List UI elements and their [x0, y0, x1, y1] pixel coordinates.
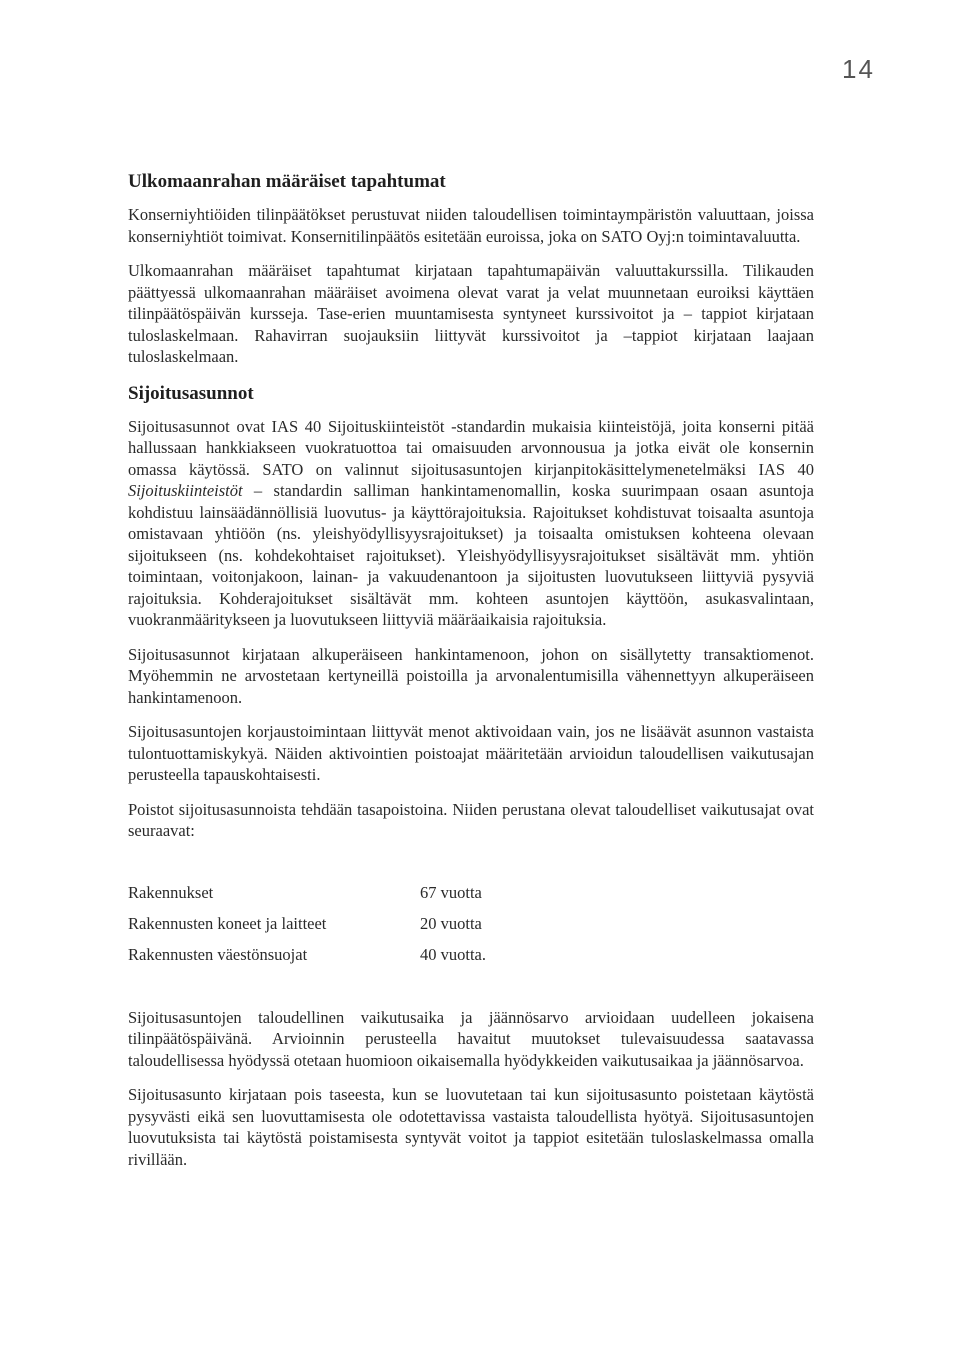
section-heading-foreign-currency: Ulkomaanrahan määräiset tapahtumat: [128, 171, 446, 192]
paragraph-text: – standardin salliman hankintamenomallin, koska suurimpaan osaan asuntoja kohdistuu lainsäädännöllisiä luovutus- ja käyttörajoituksia. Rajoitukset kohdistuvat toisaalta asuntoja omistavaan yhtiöön (ns. yleishyödyllisyysrajoitukset) ja toisaalta omistuksen kohteena olevaan sijoitukseen (ns. kohdekohtaiset rajoitukset). Yleishyödyllisyysrajoitukset sisältävät mm. yhtiön toimintaan, voitonjakoon, lainan- ja vakuudenantoon ja sijoitusten luovutukseen liittyviä pysyviä rajoituksia. Kohderajoitukset sisältävät mm. kohteen asuntojen käyttöön, asukasvalintaan, vuokranmääritykseen ja luovutukseen liittyviä määräaikaisia rajoituksia.: [128, 481, 814, 629]
section-heading-investment-properties: Sijoitusasunnot: [128, 382, 254, 404]
table-row: [128, 909, 620, 940]
page-number: 14: [842, 54, 875, 84]
table-row: [128, 940, 620, 971]
paragraph: Ulkomaanrahan määräiset tapahtumat kirjataan tapahtumapäivän valuuttakurssilla. Tilikauden päättyessä ulkomaanrahan määräiset avoimena olevat varat ja velat muunnetaan euroiksi käyttäen tilinpäätöspäivän kursseja. Tase-erien muuntamisesta syntyneet kurssivoitot ja – tappiot kirjataan tuloslaskelmaan. Rahavirran suojauksiin liittyvät kurssivoitot ja –tappiot kirjataan laajaan tuloslaskelmaan.: [128, 261, 814, 366]
paragraph: Sijoitusasunnot kirjataan alkuperäiseen hankintamenoon, johon on sisällytetty transaktiomenot. Myöhemmin ne arvostetaan kertyneillä poistoilla ja arvonalentumisilla vähennettyyn alkuperäiseen hankintamenoon.: [128, 644, 814, 707]
table-row: [128, 878, 620, 909]
paragraph: Konserniyhtiöiden tilinpäätökset perustuvat niiden taloudellisen toimintaympäristön valuuttaan, joissa konserniyhtiöt toimivat. Konsernitilinpäätös esitetään euroissa, joka on SATO Oyj:n toimintavaluutta.: [128, 205, 814, 246]
lifetime-item-value: 20 vuotta: [420, 914, 482, 933]
paragraph: Sijoitusasuntojen taloudellinen vaikutusaika ja jäännösarvo arvioidaan uudelleen jokaisena tilinpäätöspäivänä. Arvioinnin perusteella havaitut muutokset tulevaisuudessa saatavassa taloudellisessa hyödyssä otetaan huomioon oikaisemalla hyödykkeiden vaikutusaikaa ja jäännösarvoa.: [128, 1007, 814, 1070]
paragraph: Poistot sijoitusasunnoista tehdään tasapoistoina. Niiden perustana olevat taloudelliset vaikutusajat ovat seuraavat:: [128, 799, 814, 840]
paragraph: Sijoitusasuntojen korjaustoimintaan liittyvät menot aktivoidaan vain, jos ne lisäävät asunnon vastaista tulontuottamiskykyä. Näiden aktivointien poistoajat määritetään arvioidun taloudellisen vaikutusajan perusteella tapauskohtaisesti.: [128, 722, 814, 784]
lifetime-item-value: 40 vuotta.: [420, 945, 486, 964]
paragraph-text: Sijoitusasunnot ovat IAS 40 Sijoituskiinteistöt -standardin mukaisia kiinteistöjä, joita konserni pitää hallussaan hankkiakseen vuokratuottoa tai omaisuuden arvonnousua ja jotka eivät ole konsernin omassa käytössä. SATO on valinnut sijoitusasuntojen kirjanpitokäsittelymenetelmäksi IAS 40: [128, 416, 814, 479]
lifetime-item-value: 67 vuotta: [420, 883, 482, 902]
lifetime-item-name: Rakennusten väestönsuojat: [128, 945, 308, 964]
paragraph: [128, 416, 814, 631]
paragraph: Sijoitusasunto kirjataan pois taseesta, kun se luovutetaan tai kun sijoitusasunto poistetaan käytöstä pysyvästi eikä sen luovuttamisesta ole odotettavissa vastaista taloudellista hyötyä. Sijoitusasuntojen luovutuksista tai käytöstä poistamisesta syntyvät voitot ja tappiot esitetään tuloslaskelmassa omalla rivillään.: [128, 1085, 814, 1169]
italic-standard-name: Sijoituskiinteistöt: [128, 481, 243, 500]
lifetime-item-name: Rakennukset: [128, 883, 214, 902]
document-body: [128, 168, 814, 1170]
depreciation-lifetimes-table: [128, 878, 620, 971]
lifetime-item-name: Rakennusten koneet ja laitteet: [128, 914, 327, 933]
